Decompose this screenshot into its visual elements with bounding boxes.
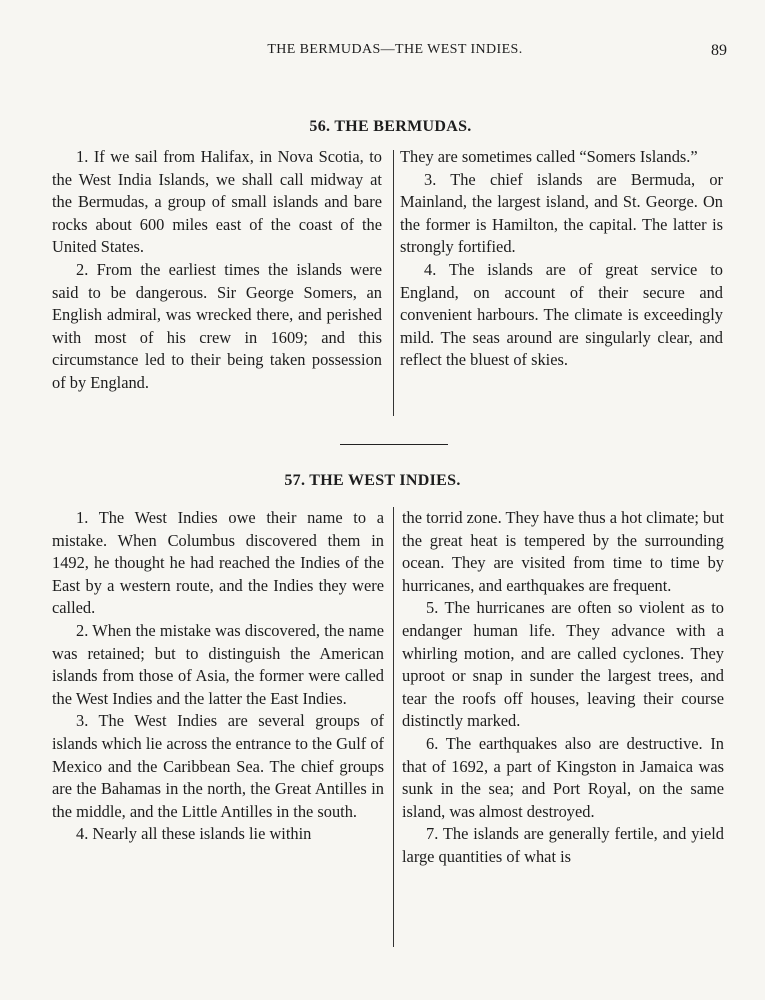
column-rule (393, 507, 394, 947)
paragraph-continued: the torrid zone. They have thus a hot climate; but the great heat is tempered by the surrounding ocean. They are visited from time to time by hurricanes, and earthquakes are frequent. (402, 508, 724, 595)
paragraph: 3. The chief islands are Bermuda, or Mainland, the largest island, and St. George. On the former is Hamilton, the capital. The latter is strongly fortified. (400, 169, 723, 257)
paragraph-continued: They are sometimes called “Somers Islands.” (400, 147, 698, 166)
running-head: THE BERMUDAS—THE WEST INDIES. (267, 42, 523, 57)
paragraph: 5. The hurricanes are often so violent as to endanger human life. They advance with a whirling motion, and are called cyclones. They uproot or snap in sunder the largest trees, and tear the roofs off houses, leaving their course distinctly marked. (402, 598, 724, 731)
section-divider (340, 444, 448, 445)
paragraph: 2. From the earliest times the islands were said to be dangerous. Sir George Somers, an English admiral, was wrecked there, and perished with most of his crew in 1609; and this circumstance led to their being taken possession of by England. (52, 259, 382, 392)
paragraph: 6. The earthquakes also are destructive. In that of 1692, a part of Kingston in Jamaica was sunk in the sea; and Port Royal, on the same island, was almost destroyed. (402, 733, 724, 821)
paragraph: 1. The West Indies owe their name to a mistake. When Columbus discovered them in 1492, he thought he had reached the Indies of the East by a western route, and the Indies they were called. (52, 508, 384, 618)
west-indies-right-column (402, 507, 724, 869)
column-rule (393, 150, 394, 416)
paragraph: 7. The islands are generally fertile, and yield large quantities of what is (402, 824, 724, 866)
section-title-bermudas: 56. THE BERMUDAS. (309, 118, 472, 135)
west-indies-left-column (52, 507, 384, 846)
paragraph: 4. Nearly all these islands lie within (76, 824, 312, 844)
paragraph: 3. The West Indies are several groups of islands which lie across the entrance to the Gulf of Mexico and the Caribbean Sea. The chief groups are the Bahamas in the north, the Great Antilles in the middle, and the Little Antilles in the south. (52, 711, 384, 821)
section-title-west-indies: 57. THE WEST INDIES. (284, 472, 461, 489)
bermudas-left-column (52, 146, 382, 395)
paragraph: 1. If we sail from Halifax, in Nova Scotia, to the West India Islands, we shall call midway at the Bermudas, a group of small islands and bare rocks about 600 miles east of the coast of the United States. (52, 147, 382, 257)
paragraph: 4. The islands are of great service to England, on account of their secure and convenient harbours. The climate is exceedingly mild. The seas around are singularly clear, and reflect the bluest of skies. (400, 259, 723, 370)
page-number: 89 (711, 42, 727, 59)
bermudas-right-column (400, 146, 723, 372)
paragraph: 2. When the mistake was discovered, the name was retained; but to distinguish the American islands from those of Asia, the former were called the West Indies and the latter the East Indies. (52, 620, 384, 708)
